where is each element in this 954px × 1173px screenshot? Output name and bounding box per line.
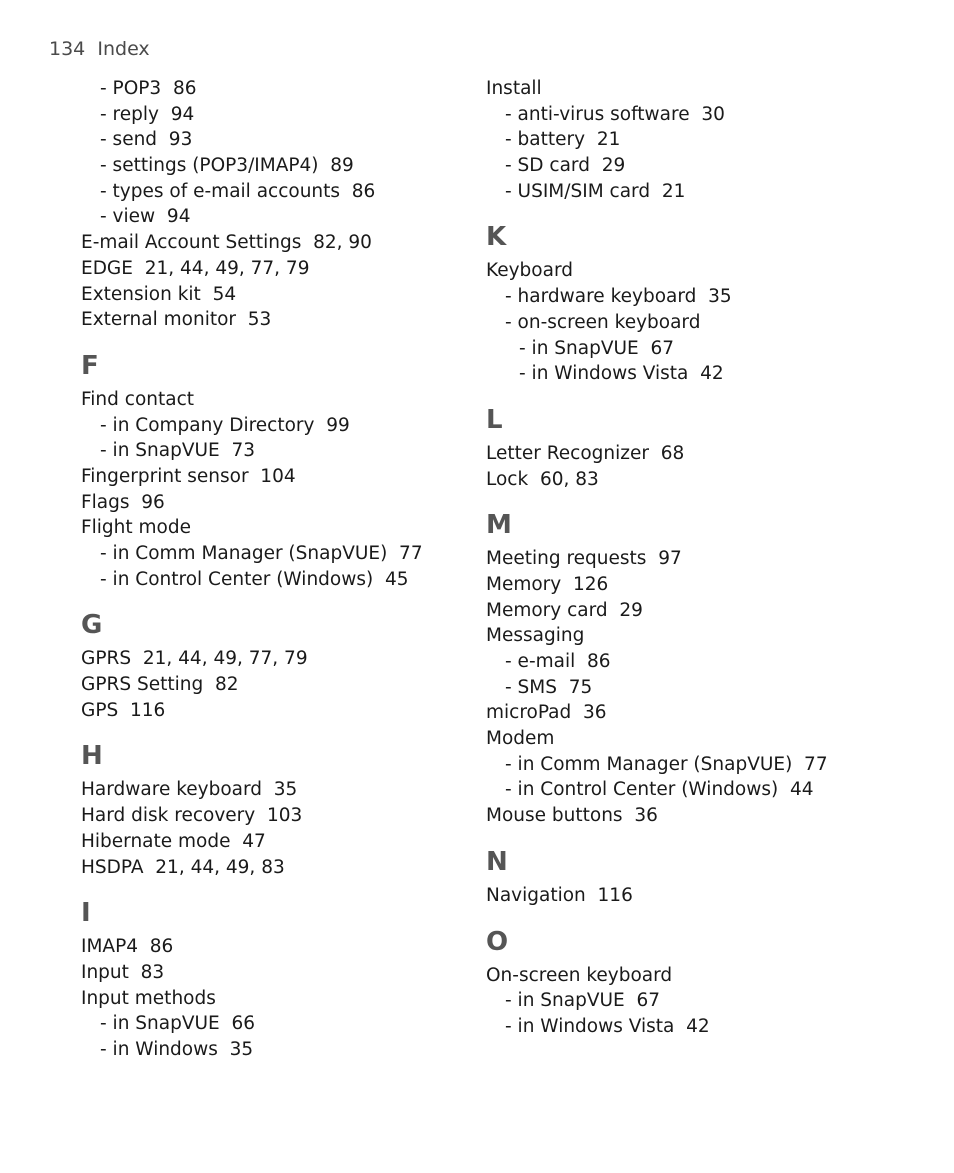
index-subentry: - SMS 75 bbox=[505, 676, 593, 698]
index-subentry: - anti-virus software 30 bbox=[505, 103, 725, 125]
index-entry: On-screen keyboard bbox=[486, 964, 673, 986]
index-subentry: - in Comm Manager (SnapVUE) 77 bbox=[505, 753, 828, 775]
index-subentry: - USIM/SIM card 21 bbox=[505, 180, 686, 202]
index-entry: Hard disk recovery 103 bbox=[81, 805, 303, 827]
index-entry: Keyboard bbox=[486, 260, 573, 282]
index-entry: Install bbox=[486, 78, 542, 99]
index-entry: Input 83 bbox=[81, 961, 165, 983]
index-subentry: - reply 94 bbox=[100, 103, 195, 125]
index-entry: Lock 60, 83 bbox=[486, 468, 599, 490]
index-entry: Hardware keyboard 35 bbox=[81, 779, 298, 801]
index-entry: Navigation 116 bbox=[486, 884, 633, 906]
page-number: 134 bbox=[49, 38, 86, 60]
index-entry: microPad 36 bbox=[486, 702, 607, 724]
index-subentry: - in Windows Vista 42 bbox=[505, 1015, 710, 1037]
index-subentry: - POP3 86 bbox=[100, 78, 197, 99]
index-subentry: - send 93 bbox=[100, 129, 193, 151]
index-subentry: - types of e-mail accounts 86 bbox=[100, 180, 376, 202]
index-subentry: - settings (POP3/IMAP4) 89 bbox=[100, 155, 354, 177]
index-entry: Flags 96 bbox=[81, 491, 165, 513]
index-letter-heading: H bbox=[81, 741, 103, 772]
index-entry: Extension kit 54 bbox=[81, 283, 237, 305]
index-entry: HSDPA 21, 44, 49, 83 bbox=[81, 856, 285, 878]
index-entry: Hibernate mode 47 bbox=[81, 830, 266, 852]
index-entry: Fingerprint sensor 104 bbox=[81, 465, 296, 487]
index-entry: Letter Recognizer 68 bbox=[486, 442, 685, 464]
index-subentry: - in Control Center (Windows) 44 bbox=[505, 779, 814, 801]
section-title: Index bbox=[97, 38, 150, 60]
index-entry: Flight mode bbox=[81, 517, 191, 539]
index-letter-heading: L bbox=[486, 404, 503, 435]
index-entry: Messaging bbox=[486, 625, 585, 647]
index-subentry: - in Windows Vista 42 bbox=[519, 363, 724, 385]
index-entry: Memory card 29 bbox=[486, 599, 643, 621]
index-entry: Meeting requests 97 bbox=[486, 548, 682, 570]
index-entry: GPS 116 bbox=[81, 699, 166, 721]
index-subentry: - in Control Center (Windows) 45 bbox=[100, 568, 409, 590]
index-subentry: - hardware keyboard 35 bbox=[505, 286, 732, 308]
index-entry: EDGE 21, 44, 49, 77, 79 bbox=[81, 257, 310, 279]
index-entry: Memory 126 bbox=[486, 573, 609, 595]
index-subentry: - e-mail 86 bbox=[505, 651, 611, 672]
index-entry: GPRS Setting 82 bbox=[81, 674, 239, 696]
index-subentry: - in Company Directory 99 bbox=[100, 414, 350, 436]
index-entry: GPRS 21, 44, 49, 77, 79 bbox=[81, 648, 308, 670]
index-letter-heading: I bbox=[81, 898, 91, 929]
index-letter-heading: G bbox=[81, 610, 103, 641]
index-column-left bbox=[81, 76, 501, 1063]
index-subentry: - in SnapVUE 66 bbox=[100, 1013, 256, 1035]
index-entry: Find contact bbox=[81, 388, 195, 410]
index-subentry: - in SnapVUE 67 bbox=[505, 990, 661, 1012]
index-entry: E-mail Account Settings 82, 90 bbox=[81, 232, 372, 254]
index-entry: Input methods bbox=[81, 987, 216, 1009]
index-entry: External monitor 53 bbox=[81, 309, 272, 331]
index-subentry: - view 94 bbox=[100, 206, 191, 228]
index-entry: Mouse buttons 36 bbox=[486, 805, 658, 827]
index-subentry: - in Comm Manager (SnapVUE) 77 bbox=[100, 543, 423, 564]
index-letter-heading: F bbox=[81, 350, 99, 381]
index-subentry: - in SnapVUE 73 bbox=[100, 440, 256, 462]
index-subentry: - on-screen keyboard bbox=[505, 311, 701, 333]
index-entry: IMAP4 86 bbox=[81, 936, 174, 958]
page-header bbox=[49, 37, 150, 62]
index-subentry: - in Windows 35 bbox=[100, 1038, 254, 1060]
index-letter-heading: O bbox=[486, 926, 509, 957]
index-subentry: - battery 21 bbox=[505, 129, 621, 151]
index-letter-heading: K bbox=[486, 222, 507, 253]
index-letter-heading: M bbox=[486, 510, 512, 541]
index-subentry: - in SnapVUE 67 bbox=[519, 337, 675, 359]
index-entry: Modem bbox=[486, 728, 555, 750]
index-subentry: - SD card 29 bbox=[505, 155, 626, 177]
index-letter-heading: N bbox=[486, 846, 508, 877]
index-column-right bbox=[486, 76, 906, 1040]
